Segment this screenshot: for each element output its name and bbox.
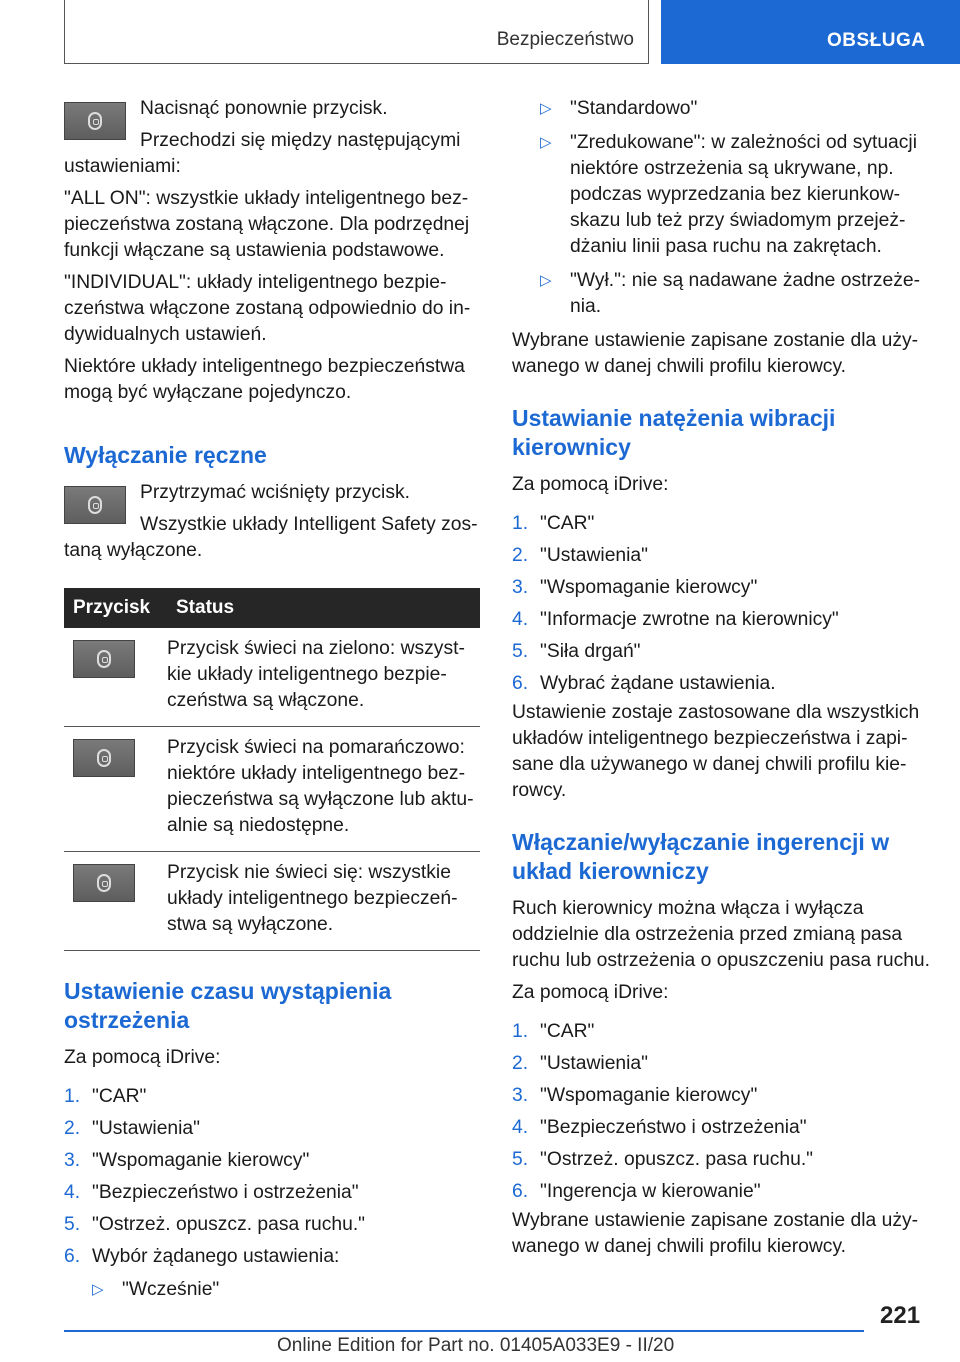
chapter-tab xyxy=(661,0,960,64)
table-row xyxy=(64,852,480,951)
list-item: 3. "Wspomaganie kierowcy" xyxy=(64,1150,310,1171)
paragraph: Wszystkie układy Intelligent Safety zostaną wyłączone. xyxy=(64,514,478,561)
options-list xyxy=(64,1277,484,1303)
heading-steering: Włączanie/wyłączanie ingerencji w układ kierowniczy xyxy=(512,829,890,884)
options-list xyxy=(512,96,932,320)
list-item: 2. "Ustawienia" xyxy=(64,1118,200,1139)
list-item: 4. "Informacje zwrotne na kierownicy" xyxy=(512,609,839,630)
paragraph: Przytrzymać wciśnięty przycisk. xyxy=(140,482,410,503)
list-item: 5. "Ostrzeż. opuszcz. pasa ruchu." xyxy=(512,1149,814,1170)
list-item: 4. "Bezpieczeństwo i ostrzeżenia" xyxy=(512,1117,807,1138)
list-item: ▷ "Standardowo" xyxy=(512,96,932,122)
paragraph: Ruch kierownicy można włącza i wyłącza oddzielnie dla ostrzeżenia przed zmianą pasa ruchu lub ostrzeżenia o opuszczeniu pasa ruchu. xyxy=(512,898,931,971)
table-row xyxy=(64,727,480,852)
page-number: 221 xyxy=(880,1302,921,1329)
paragraph: Przechodzi się między następującymi ustawieniami: xyxy=(64,130,461,177)
paragraph: Nacisnąć ponownie przycisk. xyxy=(140,98,388,119)
button-off-icon xyxy=(73,864,135,902)
safety-button-icon xyxy=(64,486,126,524)
chapter-tab-label: OBSŁUGA xyxy=(827,30,926,51)
status-text: Przycisk nie świeci się: wszystkie układy inteligentnego bezpieczeństwa są wyłączone. xyxy=(167,852,480,951)
list-item: 6. "Ingerencja w kierowanie" xyxy=(512,1181,761,1202)
paragraph: Ustawienie zostaje zastosowane dla wszystkich układów inteligentnego bezpieczeństwa i zapisane dla używanego w danej chwili profilu kierowcy. xyxy=(512,702,920,801)
button-green-icon xyxy=(73,640,135,678)
paragraph: "INDIVIDUAL": układy inteligentnego bezpieczeństwa włączone zostaną odpowiednio do indywidualnych ustawień. xyxy=(64,272,471,345)
status-text: Przycisk świeci na zielono: wszystkie układy inteligentnego bezpieczeństwa są włączone. xyxy=(167,628,480,727)
heading-vibration: Ustawianie natężenia wibracji kierownicy xyxy=(512,405,836,460)
left-column xyxy=(64,96,484,1311)
list-item: 6. Wybór żądanego ustawienia: xyxy=(64,1246,340,1267)
list-item: 4. "Bezpieczeństwo i ostrzeżenia" xyxy=(64,1182,359,1203)
triangle-icon: ▷ xyxy=(540,134,552,151)
paragraph: "ALL ON": wszystkie układy inteligentnego bezpieczeństwa zostaną włączone. Dla podrzędnej funkcji włączane są ustawienia podstawowe. xyxy=(64,188,470,261)
button-orange-icon xyxy=(73,739,135,777)
steps-list xyxy=(64,1081,484,1273)
footer-edition: Online Edition for Part no. 01405A033E9 - II/20 xyxy=(277,1335,675,1356)
paragraph: Za pomocą iDrive: xyxy=(64,1047,221,1068)
table-header-status: Status xyxy=(167,588,480,628)
footer-rule xyxy=(64,1330,864,1332)
steps-list xyxy=(512,508,932,700)
list-item: ▷ "Zredukowane": w zależności od sytuacji niektóre ostrzeżenia są ukrywane, np. podczas wyprzedzania bez kierunkowskazu lub też przy świadomym przejeżdżaniu linii pasa ruchu na zakrętach. xyxy=(540,132,917,257)
list-item: 2. "Ustawienia" xyxy=(512,545,648,566)
list-item: ▷ "Wcześnie" xyxy=(64,1277,484,1303)
table-header-button: Przycisk xyxy=(64,588,167,628)
list-item: 3. "Wspomaganie kierowcy" xyxy=(512,1085,758,1106)
triangle-icon: ▷ xyxy=(92,1281,104,1298)
safety-button-icon xyxy=(64,102,126,140)
paragraph: Za pomocą iDrive: xyxy=(512,982,669,1003)
steps-list xyxy=(512,1016,932,1208)
triangle-icon: ▷ xyxy=(540,272,552,289)
hold-button-block xyxy=(64,480,484,564)
triangle-icon: ▷ xyxy=(540,100,552,117)
status-text: Przycisk świeci na pomarańczowo: niektóre układy inteligentnego bezpieczeństwa są wyłączone lub aktualnie są niedostępne. xyxy=(167,727,480,852)
heading-warning-time: Ustawienie czasu wystąpienia ostrzeżenia xyxy=(64,978,392,1033)
paragraph: Wybrane ustawienie zapisane zostanie dla używanego w danej chwili profilu kierowcy. xyxy=(512,330,919,377)
button-status-table xyxy=(64,588,480,951)
paragraph: Niektóre układy inteligentnego bezpieczeństwa mogą być wyłączane pojedynczo. xyxy=(64,356,465,403)
list-item: 5. "Ostrzeż. opuszcz. pasa ruchu." xyxy=(64,1214,366,1235)
table-row xyxy=(64,628,480,727)
list-item: 1. "CAR" xyxy=(512,1021,595,1042)
list-item: ▷ "Wył.": nie są nadawane żadne ostrzeżenia. xyxy=(540,270,921,317)
heading-manual-off: Wyłączanie ręczne xyxy=(64,442,267,468)
section-title: Bezpieczeństwo xyxy=(496,29,634,50)
list-item: 5. "Siła drgań" xyxy=(512,641,641,662)
paragraph: Za pomocą iDrive: xyxy=(512,474,669,495)
header-section-box xyxy=(64,0,649,64)
list-item: 2. "Ustawienia" xyxy=(512,1053,648,1074)
list-item: 1. "CAR" xyxy=(64,1086,147,1107)
right-column xyxy=(512,96,932,1260)
list-item: 3. "Wspomaganie kierowcy" xyxy=(512,577,758,598)
press-again-block xyxy=(64,96,484,180)
list-item: 1. "CAR" xyxy=(512,513,595,534)
list-item: 6. Wybrać żądane ustawienia. xyxy=(512,673,776,694)
paragraph: Wybrane ustawienie zapisane zostanie dla używanego w danej chwili profilu kierowcy. xyxy=(512,1210,919,1257)
